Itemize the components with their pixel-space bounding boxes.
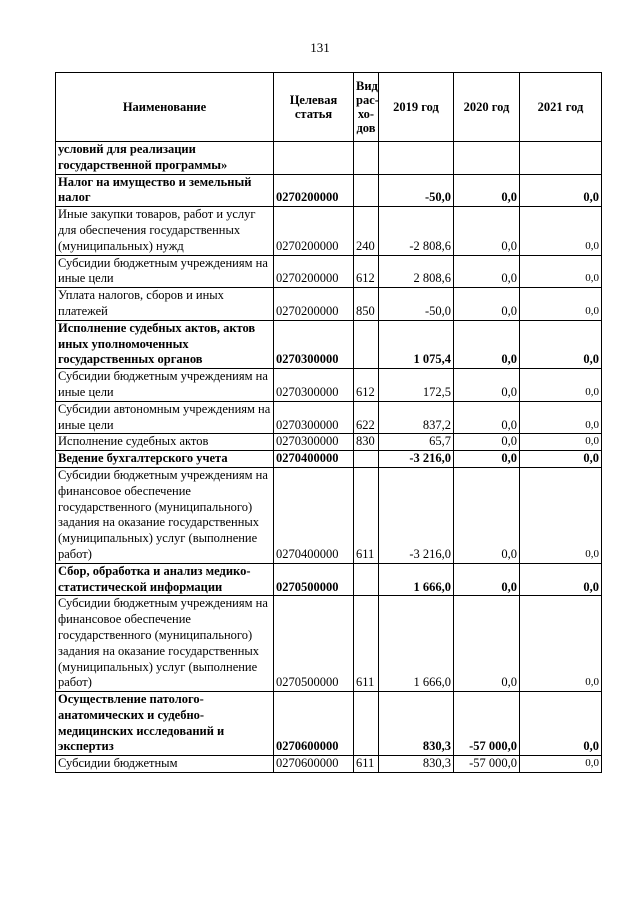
table-row	[56, 401, 602, 434]
row-value-2020: 0,0	[454, 434, 520, 451]
row-kind: 611	[354, 756, 379, 773]
row-name: Субсидии бюджетным	[56, 756, 274, 773]
row-value-2021: 0,0	[520, 756, 602, 773]
row-kind	[354, 451, 379, 468]
row-value-2019: 172,5	[379, 369, 454, 402]
row-code: 0270200000	[274, 255, 354, 288]
table-row	[56, 288, 602, 321]
row-value-2021: 0,0	[520, 451, 602, 468]
row-name: Осуществление патолого-анатомических и судебно-медицинских исследований и экспертиз	[56, 692, 274, 756]
table-row	[56, 692, 602, 756]
row-value-2021: 0,0	[520, 467, 602, 563]
header-kind: Вид рас- хо- дов	[354, 73, 379, 142]
row-value-2021: 0,0	[520, 369, 602, 402]
row-value-2020: 0,0	[454, 467, 520, 563]
row-value-2019: -2 808,6	[379, 207, 454, 255]
row-name: Исполнение судебных актов	[56, 434, 274, 451]
row-code: 0270300000	[274, 434, 354, 451]
row-value-2019: 2 808,6	[379, 255, 454, 288]
row-kind: 830	[354, 434, 379, 451]
row-code: 0270400000	[274, 451, 354, 468]
header-2020: 2020 год	[454, 73, 520, 142]
row-value-2019: 830,3	[379, 756, 454, 773]
row-name: Налог на имущество и земельный налог	[56, 174, 274, 207]
row-kind: 612	[354, 255, 379, 288]
row-value-2020: 0,0	[454, 596, 520, 692]
row-value-2019: 1 666,0	[379, 596, 454, 692]
row-value-2020: 0,0	[454, 207, 520, 255]
row-code: 0270200000	[274, 207, 354, 255]
row-value-2021: 0,0	[520, 207, 602, 255]
row-value-2020	[454, 142, 520, 175]
row-name: Сбор, обработка и анализ медико-статистической информации	[56, 563, 274, 596]
row-kind: 611	[354, 596, 379, 692]
row-value-2019: 837,2	[379, 401, 454, 434]
row-name: Исполнение судебных актов, актов иных уполномоченных государственных органов	[56, 320, 274, 368]
table-row	[56, 467, 602, 563]
row-value-2021: 0,0	[520, 174, 602, 207]
row-code: 0270600000	[274, 756, 354, 773]
row-name: Иные закупки товаров, работ и услуг для обеспечения государственных (муниципальных) нужд	[56, 207, 274, 255]
row-value-2020: 0,0	[454, 320, 520, 368]
row-value-2019: 830,3	[379, 692, 454, 756]
row-kind: 612	[354, 369, 379, 402]
row-name: Субсидии бюджетным учреждениям на иные цели	[56, 369, 274, 402]
row-value-2021: 0,0	[520, 320, 602, 368]
row-kind: 611	[354, 467, 379, 563]
table-row	[56, 174, 602, 207]
row-value-2020: -57 000,0	[454, 692, 520, 756]
table-header-row	[56, 73, 602, 142]
row-name: Субсидии бюджетным учреждениям на иные цели	[56, 255, 274, 288]
table-row	[56, 563, 602, 596]
row-name: Субсидии бюджетным учреждениям на финансовое обеспечение государственного (муниципального) задания на оказание государственных (муниципальных) услуг (выполнение работ)	[56, 467, 274, 563]
row-code	[274, 142, 354, 175]
header-code: Целевая статья	[274, 73, 354, 142]
table-row	[56, 434, 602, 451]
row-name: Субсидии автономным учреждениям на иные цели	[56, 401, 274, 434]
row-code: 0270500000	[274, 563, 354, 596]
row-value-2019: -3 216,0	[379, 451, 454, 468]
header-2021: 2021 год	[520, 73, 602, 142]
row-value-2019: 1 075,4	[379, 320, 454, 368]
row-value-2021	[520, 142, 602, 175]
row-value-2020: 0,0	[454, 288, 520, 321]
table-row	[56, 320, 602, 368]
row-value-2021: 0,0	[520, 288, 602, 321]
row-kind: 622	[354, 401, 379, 434]
table-row	[56, 255, 602, 288]
row-code: 0270500000	[274, 596, 354, 692]
row-value-2021: 0,0	[520, 401, 602, 434]
table-row	[56, 142, 602, 175]
row-value-2020: 0,0	[454, 174, 520, 207]
table-row	[56, 451, 602, 468]
row-value-2020: -57 000,0	[454, 756, 520, 773]
row-value-2020: 0,0	[454, 451, 520, 468]
row-code: 0270600000	[274, 692, 354, 756]
row-code: 0270200000	[274, 288, 354, 321]
row-name: Ведение бухгалтерского учета	[56, 451, 274, 468]
row-code: 0270200000	[274, 174, 354, 207]
row-value-2019: -50,0	[379, 288, 454, 321]
row-value-2020: 0,0	[454, 369, 520, 402]
row-value-2019	[379, 142, 454, 175]
row-kind	[354, 692, 379, 756]
row-kind	[354, 320, 379, 368]
table-row	[56, 369, 602, 402]
row-value-2020: 0,0	[454, 401, 520, 434]
row-value-2020: 0,0	[454, 255, 520, 288]
row-code: 0270400000	[274, 467, 354, 563]
row-kind: 240	[354, 207, 379, 255]
row-value-2019: 1 666,0	[379, 563, 454, 596]
row-name: условий для реализации государственной программы»	[56, 142, 274, 175]
row-kind: 850	[354, 288, 379, 321]
row-kind	[354, 563, 379, 596]
row-value-2019: 65,7	[379, 434, 454, 451]
table-row	[56, 207, 602, 255]
table-row	[56, 596, 602, 692]
row-code: 0270300000	[274, 401, 354, 434]
row-name: Субсидии бюджетным учреждениям на финансовое обеспечение государственного (муниципального) задания на оказание государственных (муниципальных) услуг (выполнение работ)	[56, 596, 274, 692]
row-value-2021: 0,0	[520, 692, 602, 756]
row-value-2021: 0,0	[520, 255, 602, 288]
row-code: 0270300000	[274, 320, 354, 368]
row-value-2019: -50,0	[379, 174, 454, 207]
row-value-2021: 0,0	[520, 563, 602, 596]
row-code: 0270300000	[274, 369, 354, 402]
row-value-2021: 0,0	[520, 434, 602, 451]
header-name: Наименование	[56, 73, 274, 142]
row-value-2020: 0,0	[454, 563, 520, 596]
row-value-2019: -3 216,0	[379, 467, 454, 563]
page-number: 131	[310, 40, 330, 55]
budget-table	[55, 72, 602, 773]
table-row	[56, 756, 602, 773]
row-name: Уплата налогов, сборов и иных платежей	[56, 288, 274, 321]
row-value-2021: 0,0	[520, 596, 602, 692]
row-kind	[354, 142, 379, 175]
row-kind	[354, 174, 379, 207]
header-2019: 2019 год	[379, 73, 454, 142]
